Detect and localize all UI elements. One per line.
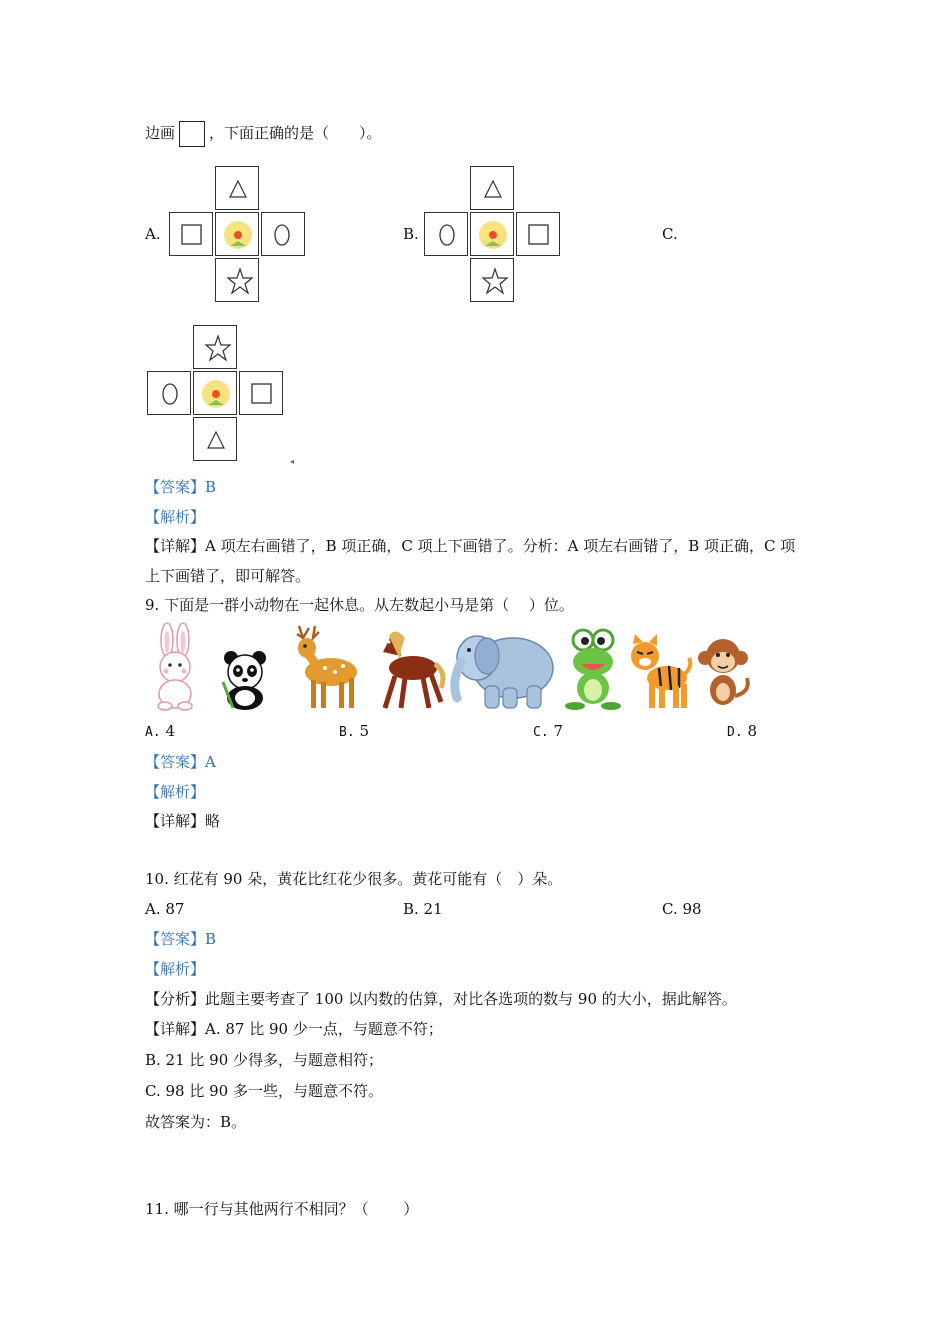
q9-option-c[interactable] xyxy=(533,722,563,740)
square-cell xyxy=(169,212,213,256)
panda-icon xyxy=(215,622,275,712)
star-cell xyxy=(470,258,514,302)
flower-cell xyxy=(193,371,237,415)
circle-icon xyxy=(262,213,306,257)
square-icon xyxy=(179,121,205,147)
anchor-mark: ◂ xyxy=(290,457,295,466)
q8-option-c-label: C. xyxy=(662,225,678,243)
triangle-cell xyxy=(470,166,514,210)
q9-option-b-key: B. xyxy=(339,725,355,740)
star-icon xyxy=(194,326,238,370)
q9-option-c-key: C. xyxy=(533,725,549,740)
q8-stem xyxy=(145,121,382,147)
elephant-icon xyxy=(449,622,559,712)
q9-option-a-key: A. xyxy=(145,725,161,740)
deer-icon xyxy=(285,622,365,712)
q9-answer: 【答案】A xyxy=(145,753,216,771)
q10-option-b[interactable]: B. 21 xyxy=(403,900,443,918)
q8-answer-text: 【答案】B xyxy=(145,478,217,496)
q10-detail-1: 【详解】A. 87 比 90 少一点，与题意不符； xyxy=(145,1020,443,1038)
q9-option-a[interactable] xyxy=(145,722,175,740)
square-cell xyxy=(239,371,283,415)
monkey-icon xyxy=(693,622,753,712)
q9-stem: 9. 下面是一群小动物在一起休息。从左数起小马是第（ ）位。 xyxy=(145,596,574,614)
q9-detail: 【详解】略 xyxy=(145,812,221,830)
q10-option-a[interactable]: A. 87 xyxy=(145,900,185,918)
q9-animal-row xyxy=(145,622,755,714)
q10-detail-2: B. 21 比 90 少得多，与题意相符； xyxy=(145,1051,384,1069)
horse-icon xyxy=(371,622,447,712)
q8-analysis: 【解析】 xyxy=(145,508,206,526)
q10-fenxi: 【分析】此题主要考查了 100 以内数的估算，对比各选项的数与 90 的大小，据此解答。 xyxy=(145,990,737,1008)
q8-detail-line1: 【详解】A 项左右画错了，B 项正确，C 项上下画错了。分析：A 项左右画错了，B 项正确，C 项 xyxy=(145,537,796,555)
q8-stem-prefix: 边画 xyxy=(145,124,176,142)
q10-option-c[interactable]: C. 98 xyxy=(662,900,702,918)
square-icon xyxy=(170,213,214,257)
square-icon xyxy=(517,213,561,257)
q9-option-b-value: 5 xyxy=(359,722,369,740)
q9-option-a-value: 4 xyxy=(165,722,175,740)
flower-icon xyxy=(471,213,515,257)
flower-icon xyxy=(194,372,238,416)
star-icon xyxy=(216,259,260,303)
circle-cell xyxy=(147,371,191,415)
q9-analysis: 【解析】 xyxy=(145,783,206,801)
q8-stem-suffix: ，下面正确的是（ ）。 xyxy=(209,124,382,142)
q10-stem: 10. 红花有 90 朵，黄花比红花少很多。黄花可能有（ ）朵。 xyxy=(145,870,563,888)
q10-analysis: 【解析】 xyxy=(145,960,206,978)
flower-icon xyxy=(216,213,260,257)
star-cell xyxy=(193,325,237,369)
q8-detail-line2: 上下画错了，即可解答。 xyxy=(145,567,311,585)
circle-icon xyxy=(425,213,469,257)
triangle-icon xyxy=(471,167,515,211)
tiger-icon xyxy=(623,622,693,712)
q9-option-c-value: 7 xyxy=(553,722,563,740)
q10-conclusion: 故答案为：B。 xyxy=(145,1113,247,1131)
circle-cell xyxy=(424,212,468,256)
triangle-cell xyxy=(215,166,259,210)
q9-option-d-key: D. xyxy=(727,725,743,740)
q10-detail-3: C. 98 比 90 多一些，与题意不符。 xyxy=(145,1082,383,1100)
square-cell xyxy=(516,212,560,256)
circle-icon xyxy=(148,372,192,416)
flower-cell xyxy=(470,212,514,256)
q10-answer: 【答案】B xyxy=(145,930,217,948)
q9-option-d[interactable] xyxy=(727,722,757,740)
star-icon xyxy=(471,259,515,303)
triangle-icon xyxy=(216,167,260,211)
q11-stem: 11. 哪一行与其他两行不相同？（ ） xyxy=(145,1200,419,1218)
q9-option-b[interactable] xyxy=(339,722,369,740)
star-cell xyxy=(215,258,259,302)
frog-icon xyxy=(563,622,623,712)
square-icon xyxy=(240,372,284,416)
q9-option-d-value: 8 xyxy=(747,722,757,740)
q8-option-b-label: B. xyxy=(403,225,419,243)
triangle-cell xyxy=(193,417,237,461)
circle-cell xyxy=(261,212,305,256)
flower-cell xyxy=(215,212,259,256)
triangle-icon xyxy=(194,418,238,462)
q8-answer xyxy=(145,477,216,497)
q8-option-a-label: A. xyxy=(145,225,161,243)
rabbit-icon xyxy=(145,622,205,712)
